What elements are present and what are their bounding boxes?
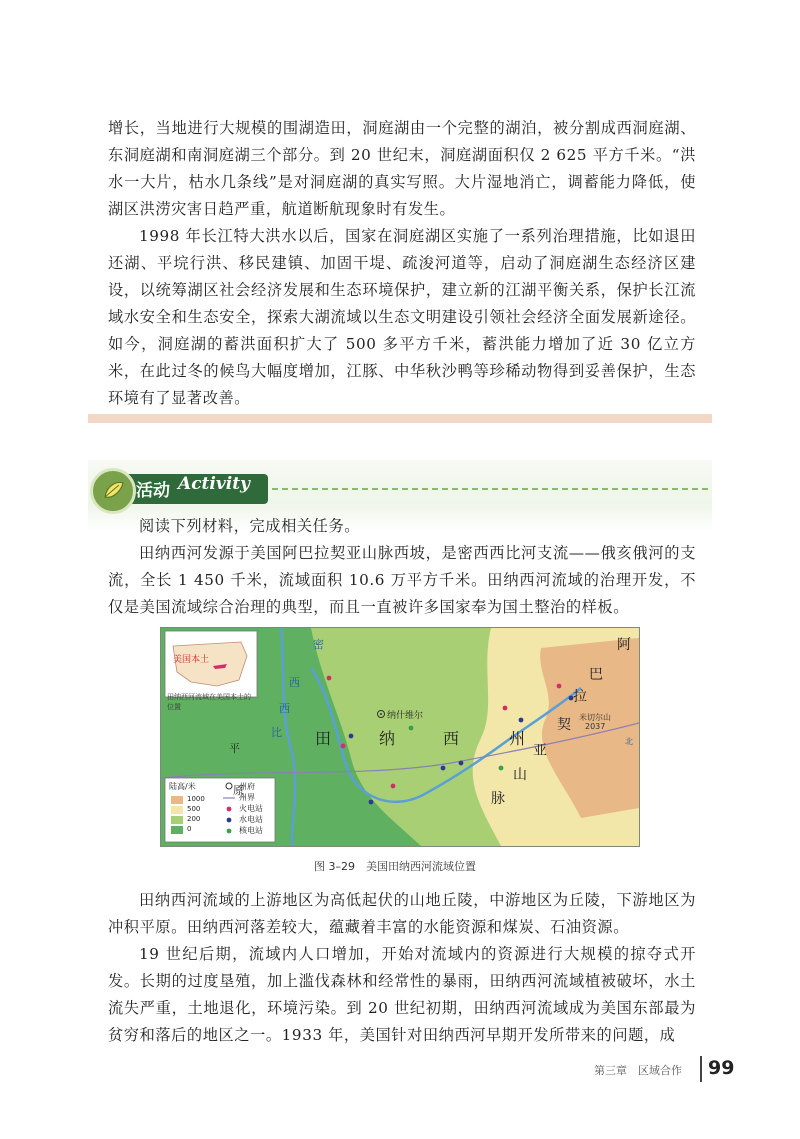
hydro-plant-marker <box>519 718 524 723</box>
legend-item-hydro: 水电站 <box>239 815 263 824</box>
activity-label-en: Activity <box>178 474 250 494</box>
activity-dashed-line <box>272 488 708 490</box>
activity-badge-icon <box>90 468 136 514</box>
inset-caption: 田纳西河流域在美国本土的位置 <box>167 693 251 711</box>
figure-caption: 图 3–29 美国田纳西河流域位置 <box>314 860 476 873</box>
city-label: 纳什维尔 <box>387 711 424 721</box>
activity-paragraph: 田纳西河发源于美国阿巴拉契亚山脉西坡，是密西西比河支流——俄亥俄河的支流，全长 1 450 千米，流域面积 10.6 万平方千米。田纳西河流域的治理开发，不仅是美国流域综合治理的典型，而且一直被许多国家奉为国土整治的样板。 <box>108 544 696 616</box>
mountain-label-6: 山 <box>513 767 527 783</box>
mountain-label-7: 脉 <box>491 791 505 807</box>
mississippi-label-4: 比 <box>271 726 282 739</box>
legend-item-capital: 州府 <box>239 782 255 791</box>
hydro-plant-marker <box>441 766 446 771</box>
body-paragraph-1: 增长，当地进行大规模的围湖造田，洞庭湖由一个完整的湖泊，被分割成西洞庭湖、东洞庭湖和南洞庭湖三个部分。到 20 世纪末，洞庭湖面积仅 2 625 平方千米。“洪水一大片，枯水几条线”是对洞庭湖的真实写照。大片湿地消亡，调蓄能力降低，使湖区洪涝灾害日趋严重，航道断航现象时有发生。 <box>108 119 696 218</box>
activity-label-cn: 活动 <box>136 481 170 501</box>
mountain-label-3: 拉 <box>573 689 587 705</box>
legend-level-500: 500 <box>187 805 201 813</box>
mississippi-label-1: 密 <box>313 638 324 651</box>
legend-nuclear-icon <box>227 829 232 834</box>
footer-chapter: 第三章 区域合作 <box>594 1064 682 1077</box>
mountain-label-4: 契 <box>557 717 571 733</box>
mountain-label-2: 巴 <box>589 667 603 683</box>
mississippi-label-2: 西 <box>289 676 300 689</box>
page-number: 99 <box>708 1057 735 1079</box>
state-label-2: 纳 <box>379 729 396 748</box>
legend-thermal-icon <box>227 807 232 812</box>
map-svg <box>161 628 639 846</box>
legend-level-0: 0 <box>187 825 192 833</box>
section-divider <box>88 414 712 423</box>
mississippi-label-3: 西 <box>279 702 290 715</box>
body-paragraph-2: 1998 年长江特大洪水以后，国家在洞庭湖区实施了一系列治理措施，比如退田还湖、平垸行洪、移民建镇、加固干堤、疏浚河道等，启动了洞庭湖生态经济区建设，以统筹湖区社会经济发展和生态环境保护，建立新的江湖平衡关系，保护长江流域水安全和生态安全，探索大湖流域以生态文明建设引领社会经济全面发展新途径。如今，洞庭湖的蓄洪面积扩大了 500 多平方千米，蓄洪能力增加了近 30 亿立方米，在此过冬的候鸟大幅度增加，江豚、中华秋沙鸭等珍稀动物得到妥善保护，生态环境有了显著改善。 <box>108 227 696 407</box>
legend-level-200: 200 <box>187 815 201 823</box>
nuclear-plant-marker <box>409 726 414 731</box>
legend-swatch-0 <box>171 826 183 834</box>
hydro-plant-marker <box>369 800 374 805</box>
plain-label-2: 原 <box>233 784 244 797</box>
legend-level-1000: 1000 <box>187 795 205 803</box>
inset-label: 美国本土 <box>173 655 210 665</box>
leaf-icon <box>93 471 133 511</box>
thermal-plant-marker <box>557 684 562 689</box>
state-label-3: 西 <box>443 729 460 748</box>
legend-swatch-1000 <box>171 796 183 804</box>
legend-hydro-icon <box>227 818 232 823</box>
state-label-4: 州 <box>509 729 526 748</box>
footer-divider <box>700 1056 702 1082</box>
nashville-marker-dot <box>380 713 382 715</box>
legend-swatch-200 <box>171 816 183 824</box>
thermal-plant-marker <box>341 744 346 749</box>
nuclear-plant-marker <box>499 766 504 771</box>
mountain-label-1: 阿 <box>617 637 631 653</box>
tennessee-valley-map <box>160 627 640 847</box>
hydro-plant-marker <box>349 734 354 739</box>
north-label: 北 <box>625 737 633 746</box>
plain-label-1: 平 <box>229 742 240 755</box>
state-label-1: 田 <box>315 729 332 748</box>
mountain-label-5: 亚 <box>533 743 547 759</box>
body-paragraph-4: 19 世纪后期，流域内人口增加，开始对流域内的资源进行大规模的掠夺式开发。长期的过度垦殖，加上滥伐森林和经常性的暴雨，田纳西河流域植被破坏，水土流失严重，土地退化，环境污染。到 20 世纪初期，田纳西河流域成为美国东部最为贫穷和落后的地区之一。1933 年，美国针对田纳西河早期开发所带来的问题，成 <box>108 945 696 1044</box>
legend-item-nuclear: 核电站 <box>239 826 263 835</box>
peak-elevation-label: 2037 <box>585 722 606 731</box>
thermal-plant-marker <box>327 676 332 681</box>
legend-item-boundary: 州界 <box>239 793 255 802</box>
legend-title: 陆高/米 <box>169 782 196 791</box>
thermal-plant-marker <box>503 706 508 711</box>
thermal-plant-marker <box>391 784 396 789</box>
legend-item-thermal: 火电站 <box>239 804 263 813</box>
activity-intro: 阅读下列材料，完成相关任务。 <box>139 517 361 535</box>
hydro-plant-marker <box>459 761 464 766</box>
legend-swatch-500 <box>171 806 183 814</box>
body-paragraph-3: 田纳西河流域的上游地区为高低起伏的山地丘陵，中游地区为丘陵，下游地区为冲积平原。田纳西河落差较大，蕴藏着丰富的水能资源和煤炭、石油资源。 <box>108 891 696 936</box>
peak-name-label: 米切尔山 <box>579 713 611 722</box>
